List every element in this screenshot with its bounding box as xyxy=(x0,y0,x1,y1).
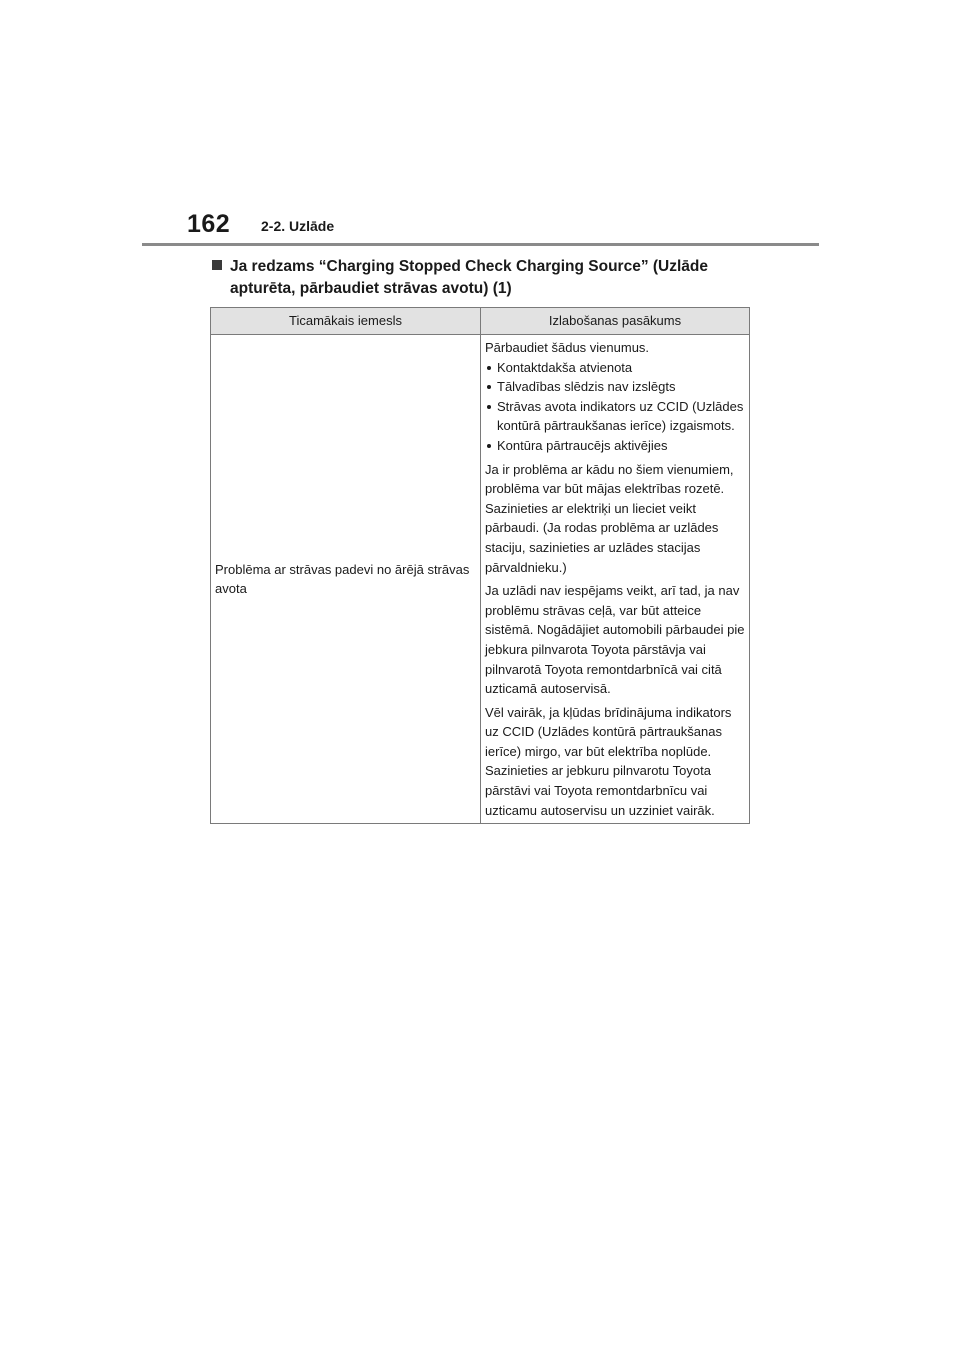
list-item: Tālvadības slēdzis nav izslēgts xyxy=(485,377,745,397)
subsection-heading xyxy=(212,256,772,300)
check-list xyxy=(485,358,745,456)
table-row xyxy=(211,335,750,824)
remedy-cell xyxy=(481,335,750,824)
cause-cell: Problēma ar strāvas padevi no ārējā strāvas avota xyxy=(211,335,481,824)
square-bullet-icon xyxy=(212,260,222,270)
section-title: 2-2. Uzlāde xyxy=(261,218,335,234)
list-item: Kontaktdakša atvienota xyxy=(485,358,745,378)
remedy-paragraph: Ja uzlādi nav iespējams veikt, arī tad, ja nav problēmu strāvas ceļā, var būt atteice sistēmā. Nogādājiet automobili pārbaudei pie jebkura pilnvarota Toyota pārstāvja vai pilnvarotā Toyota remontdarbnīcā vai citā uzticamā autoservisā. xyxy=(485,583,745,697)
page-number: 162 xyxy=(187,210,231,238)
heading-line-1: Ja redzams “Charging Stopped Check Charging Source” (Uzlāde xyxy=(230,258,709,275)
header-divider xyxy=(142,243,819,246)
table-header-row xyxy=(211,308,750,335)
remedy-paragraph: Ja ir problēma ar kādu no šiem vienumiem, problēma var būt mājas elektrības rozetē. Sazinieties ar elektriķi un lieciet veikt pārbaudi. (Ja rodas problēma ar uzlādes staciju, sazinieties ar uzlādes stacijas pārvaldnieku.) xyxy=(485,461,734,575)
troubleshooting-table xyxy=(210,307,750,824)
list-item: Strāvas avota indikators uz CCID (Uzlādes kontūrā pārtraukšanas ierīce) izgaismots. xyxy=(485,397,745,436)
heading-line-2: apturēta, pārbaudiet strāvas avotu) (1) xyxy=(230,280,512,297)
column-header-remedy: Izlabošanas pasākums xyxy=(481,308,750,335)
column-header-cause: Ticamākais iemesls xyxy=(211,308,481,335)
remedy-intro: Pārbaudiet šādus vienumus. xyxy=(485,340,650,355)
remedy-paragraph: Vēl vairāk, ja kļūdas brīdinājuma indikators uz CCID (Uzlādes kontūrā pārtraukšanas ierīce) mirgo, var būt elektrība noplūde. Sazinieties ar jebkuru pilnvarotu Toyota pārstāvi vai Toyota remontdarbnīcu vai uzticamu autoservisu un uzziniet vairāk. xyxy=(485,704,732,818)
list-item: Kontūra pārtraucējs aktivējies xyxy=(485,436,745,456)
